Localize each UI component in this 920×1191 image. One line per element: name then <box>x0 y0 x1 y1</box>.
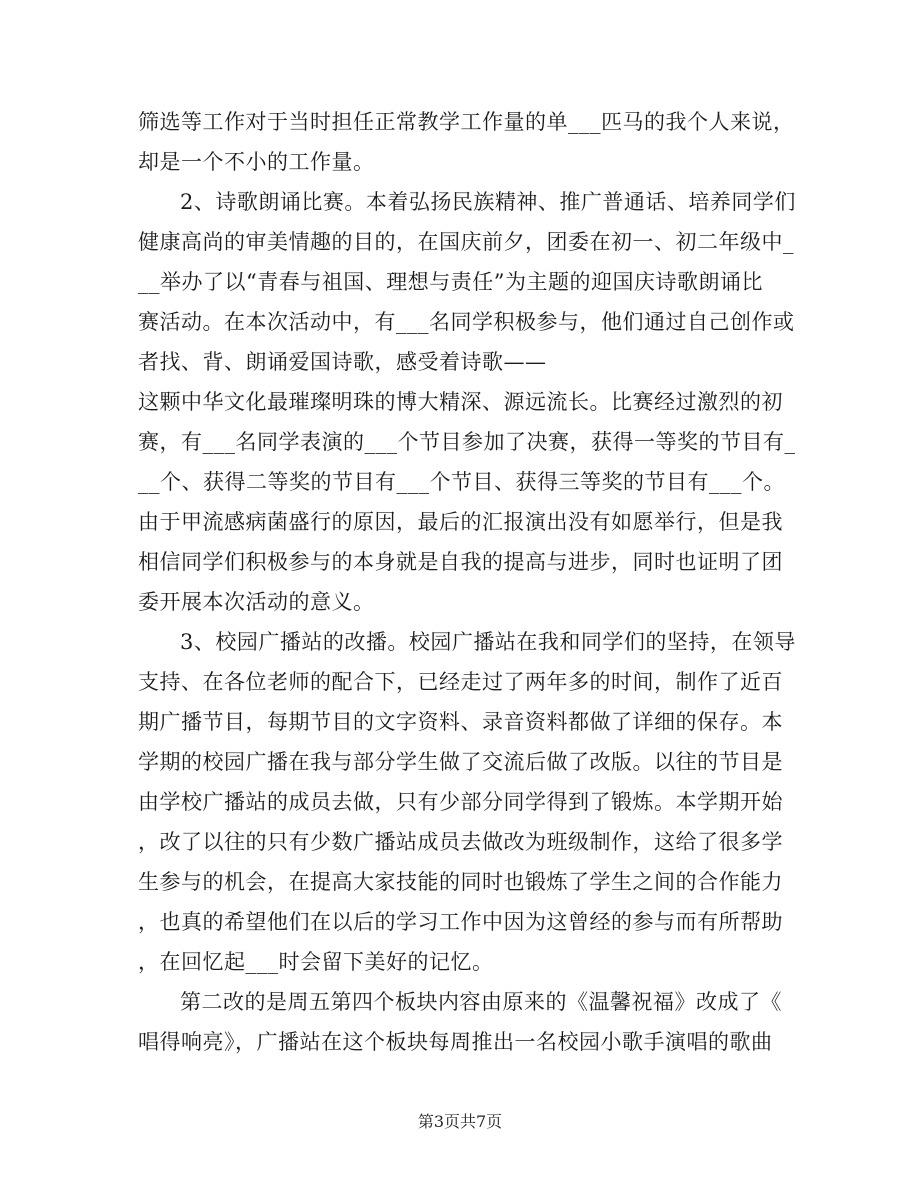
text-line: ，在回忆起___时会留下美好的记忆。 <box>138 950 494 974</box>
text-line: 2、诗歌朗诵比赛。本着弘扬民族精神、推广普通话、培养同学们 <box>180 190 796 214</box>
text-line: 3、校园广播站的改播。校园广播站在我和同学们的坚持，在领导 <box>180 630 796 654</box>
text-line: ，改了以往的只有少数广播站成员去做改为班级制作，这给了很多学 <box>138 830 783 854</box>
text-line: 相信同学们积极参与的本身就是自我的提高与进步，同时也证明了团 <box>138 550 783 574</box>
text-line: 支持、在各位老师的配合下，已经走过了两年多的时间，制作了近百 <box>138 670 783 694</box>
text-line: 学期的校园广播在我与部分学生做了交流后做了改版。以往的节目是 <box>138 750 783 774</box>
text-line: 这颗中华文化最璀璨明珠的博大精深、源远流长。比赛经过激烈的初 <box>138 390 783 414</box>
text-line: __举办了以“青春与祖国、理想与责任”为主题的迎国庆诗歌朗诵比 <box>138 270 763 294</box>
text-line: 期广播节目，每期节目的文字资料、录音资料都做了详细的保存。本 <box>138 710 783 734</box>
text-line: ，也真的希望他们在以后的学习工作中因为这曾经的参与而有所帮助 <box>138 910 783 934</box>
text-line: __个、获得二等奖的节目有___个节目、获得三等奖的节目有___个。 <box>138 470 785 494</box>
text-line: 由于甲流感病菌盛行的原因，最后的汇报演出没有如愿举行，但是我 <box>138 510 783 534</box>
text-line: 唱得响亮》，广播站在这个板块每周推出一名校园小歌手演唱的歌曲 <box>138 1030 773 1054</box>
text-line: 委开展本次活动的意义。 <box>138 590 375 614</box>
body-text <box>138 102 796 1062</box>
page-number: 第3页共7页 <box>417 1112 503 1131</box>
text-line: 第二改的是周五第四个板块内容由原来的《温馨祝福》改成了《 <box>180 990 782 1014</box>
text-line: 却是一个不小的工作量。 <box>138 150 375 174</box>
text-line: 筛选等工作对于当时担任正常教学工作量的单___匹马的我个人来说， <box>138 110 795 134</box>
text-line: 生参与的机会，在提高大家技能的同时也锻炼了学生之间的合作能力 <box>138 870 783 894</box>
text-line: 赛，有___名同学表演的___个节目参加了决赛，获得一等奖的节目有_ <box>138 430 796 454</box>
text-line: 者找、背、朗诵爱国诗歌，感受着诗歌—— <box>138 350 547 374</box>
text-line: 健康高尚的审美情趣的目的，在国庆前夕，团委在初一、初二年级中_ <box>138 230 794 254</box>
text-line: 赛活动。在本次活动中，有___名同学积极参与，他们通过自己创作或 <box>138 310 795 334</box>
text-line: 由学校广播站的成员去做，只有少部分同学得到了锻炼。本学期开始 <box>138 790 783 814</box>
